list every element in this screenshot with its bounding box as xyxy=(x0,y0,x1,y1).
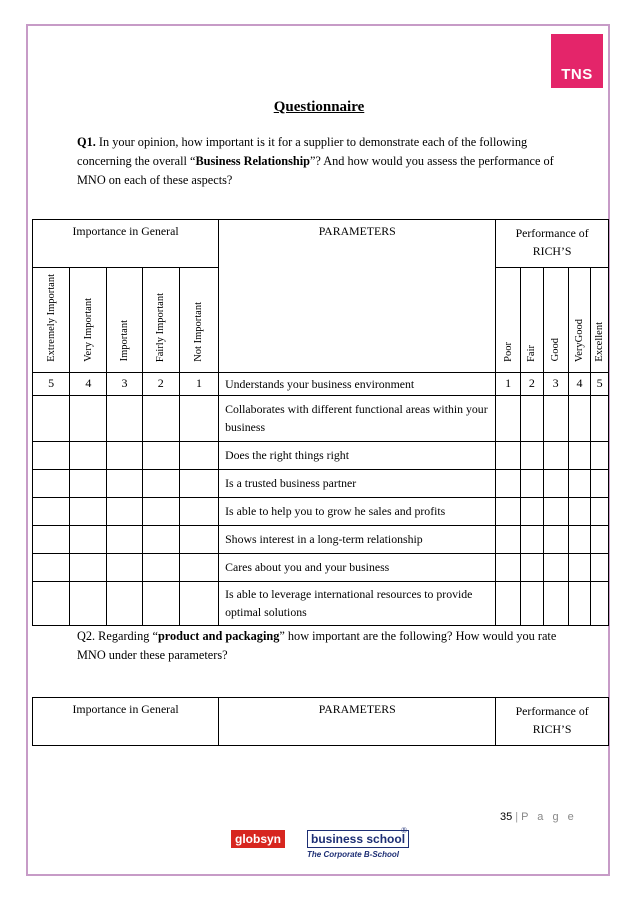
rating-cell[interactable] xyxy=(521,497,544,525)
tns-logo xyxy=(551,34,603,88)
parameters-header: PARAMETERS xyxy=(219,220,496,373)
rating-cell[interactable] xyxy=(70,469,107,497)
table-row xyxy=(33,525,609,553)
q2-parameters-header: PARAMETERS xyxy=(219,698,496,746)
rating-cell[interactable] xyxy=(142,581,179,625)
importance-header: Importance in General xyxy=(33,220,219,268)
q1-text-after: ”? And how would you assess the performance of MNO on each of these aspects? xyxy=(77,154,554,187)
rating-cell[interactable] xyxy=(543,553,568,581)
rating-cell[interactable] xyxy=(521,469,544,497)
rating-cell[interactable] xyxy=(33,497,70,525)
importance-score: 3 xyxy=(107,372,142,395)
col-good: Good xyxy=(543,268,568,373)
rating-cell[interactable] xyxy=(142,553,179,581)
table-row xyxy=(33,372,609,395)
rating-cell[interactable] xyxy=(70,441,107,469)
rating-cell[interactable] xyxy=(179,395,218,441)
rating-cell[interactable] xyxy=(496,469,521,497)
importance-score: 2 xyxy=(142,372,179,395)
performance-score: 1 xyxy=(496,372,521,395)
parameter-label: Is able to help you to grow he sales and profits xyxy=(219,497,496,525)
performance-score: 3 xyxy=(543,372,568,395)
rating-cell[interactable] xyxy=(107,581,142,625)
col-excellent: Excellent xyxy=(591,268,609,373)
rating-cell[interactable] xyxy=(521,395,544,441)
q1-text-before: In your opinion, how important is it for a supplier to demonstrate each of the following concerning the overall “ xyxy=(77,135,528,168)
rating-cell[interactable] xyxy=(568,441,591,469)
q1-table xyxy=(32,219,609,626)
rating-cell[interactable] xyxy=(591,469,609,497)
rating-cell[interactable] xyxy=(496,441,521,469)
rating-cell[interactable] xyxy=(543,441,568,469)
rating-cell[interactable] xyxy=(568,553,591,581)
importance-score: 4 xyxy=(70,372,107,395)
rating-cell[interactable] xyxy=(179,441,218,469)
rating-cell[interactable] xyxy=(142,441,179,469)
parameter-label: Cares about you and your business xyxy=(219,553,496,581)
col-extremely-important: Extremely Important xyxy=(33,268,70,373)
parameter-label: Does the right things right xyxy=(219,441,496,469)
q2-question xyxy=(77,627,567,665)
rating-cell[interactable] xyxy=(568,469,591,497)
rating-cell[interactable] xyxy=(179,469,218,497)
col-not-important: Not Important xyxy=(179,268,218,373)
rating-cell[interactable] xyxy=(568,581,591,625)
rating-cell[interactable] xyxy=(70,525,107,553)
rating-cell[interactable] xyxy=(591,497,609,525)
globsyn-logo xyxy=(231,828,411,862)
rating-cell[interactable] xyxy=(33,469,70,497)
q1-label: Q1. xyxy=(77,135,96,149)
table-row xyxy=(33,469,609,497)
page-word: P a g e xyxy=(521,811,577,823)
parameter-label: Understands your business environment xyxy=(219,372,496,395)
importance-score: 5 xyxy=(33,372,70,395)
q1-bold: Business Relationship xyxy=(195,154,310,168)
rating-cell[interactable] xyxy=(142,469,179,497)
col-fairly-important: Fairly Important xyxy=(142,268,179,373)
rating-cell[interactable] xyxy=(496,497,521,525)
rating-cell[interactable] xyxy=(521,441,544,469)
rating-cell[interactable] xyxy=(496,581,521,625)
col-very-important: Very Important xyxy=(70,268,107,373)
rating-cell[interactable] xyxy=(568,395,591,441)
page-title: Questionnaire xyxy=(273,99,365,115)
rating-cell[interactable] xyxy=(179,525,218,553)
page-number-value: 35 xyxy=(500,811,513,823)
rating-cell[interactable] xyxy=(33,525,70,553)
table-row xyxy=(33,395,609,441)
rating-cell[interactable] xyxy=(107,395,142,441)
rating-cell[interactable] xyxy=(591,581,609,625)
rating-cell[interactable] xyxy=(521,581,544,625)
q2-performance-header: Performance of RICH’S xyxy=(496,698,609,746)
performance-header: Performance of RICH’S xyxy=(496,220,609,268)
parameter-label: Collaborates with different functional areas within your business xyxy=(219,395,496,441)
table-row xyxy=(33,553,609,581)
rating-cell[interactable] xyxy=(142,497,179,525)
rating-cell[interactable] xyxy=(521,525,544,553)
rating-cell[interactable] xyxy=(70,395,107,441)
rating-cell[interactable] xyxy=(568,497,591,525)
col-poor: Poor xyxy=(496,268,521,373)
performance-score: 2 xyxy=(521,372,544,395)
col-verygood: VeryGood xyxy=(568,268,591,373)
rating-cell[interactable] xyxy=(543,525,568,553)
rating-cell[interactable] xyxy=(179,581,218,625)
rating-cell[interactable] xyxy=(591,395,609,441)
tns-logo-text: TNS xyxy=(561,66,593,83)
rating-cell[interactable] xyxy=(521,553,544,581)
rating-cell[interactable] xyxy=(568,525,591,553)
rating-cell[interactable] xyxy=(142,525,179,553)
rating-cell[interactable] xyxy=(591,525,609,553)
rating-cell[interactable] xyxy=(543,497,568,525)
rating-cell[interactable] xyxy=(543,469,568,497)
q2-text-after: ” how important are the following? How would you rate MNO under these parameters? xyxy=(77,629,557,662)
table-row xyxy=(33,497,609,525)
rating-cell[interactable] xyxy=(33,441,70,469)
q2-importance-header: Importance in General xyxy=(33,698,219,746)
importance-score: 1 xyxy=(179,372,218,395)
table-row xyxy=(33,581,609,625)
rating-cell[interactable] xyxy=(107,525,142,553)
rating-cell[interactable] xyxy=(543,581,568,625)
performance-score: 4 xyxy=(568,372,591,395)
rating-cell[interactable] xyxy=(107,497,142,525)
parameter-label: Is able to leverage international resources to provide optimal solutions xyxy=(219,581,496,625)
rating-cell[interactable] xyxy=(496,553,521,581)
rating-cell[interactable] xyxy=(179,553,218,581)
rating-cell[interactable] xyxy=(70,497,107,525)
rating-cell[interactable] xyxy=(591,441,609,469)
rating-cell[interactable] xyxy=(33,581,70,625)
q2-text-before: Q2. Regarding “ xyxy=(77,629,158,643)
rating-cell[interactable] xyxy=(33,395,70,441)
page-number xyxy=(500,811,577,823)
rating-cell[interactable] xyxy=(107,469,142,497)
rating-cell[interactable] xyxy=(70,581,107,625)
rating-cell[interactable] xyxy=(496,395,521,441)
col-important: Important xyxy=(107,268,142,373)
rating-cell[interactable] xyxy=(543,395,568,441)
rating-cell[interactable] xyxy=(107,553,142,581)
logo-right: business school xyxy=(307,830,409,848)
logo-tagline: The Corporate B-School xyxy=(307,850,400,859)
q2-bold: product and packaging xyxy=(157,629,280,643)
col-fair: Fair xyxy=(521,268,544,373)
logo-left: globsyn xyxy=(231,830,285,848)
rating-cell[interactable] xyxy=(179,497,218,525)
logo-reg: ® xyxy=(401,826,408,835)
rating-cell[interactable] xyxy=(142,395,179,441)
q2-table xyxy=(32,697,609,746)
rating-cell[interactable] xyxy=(107,441,142,469)
page-separator: | xyxy=(515,811,519,823)
rating-cell[interactable] xyxy=(70,553,107,581)
q1-question xyxy=(77,133,567,190)
table-row xyxy=(33,441,609,469)
rating-cell[interactable] xyxy=(33,553,70,581)
performance-score: 5 xyxy=(591,372,609,395)
rating-cell[interactable] xyxy=(591,553,609,581)
parameter-label: Shows interest in a long-term relationship xyxy=(219,525,496,553)
parameter-label: Is a trusted business partner xyxy=(219,469,496,497)
rating-cell[interactable] xyxy=(496,525,521,553)
